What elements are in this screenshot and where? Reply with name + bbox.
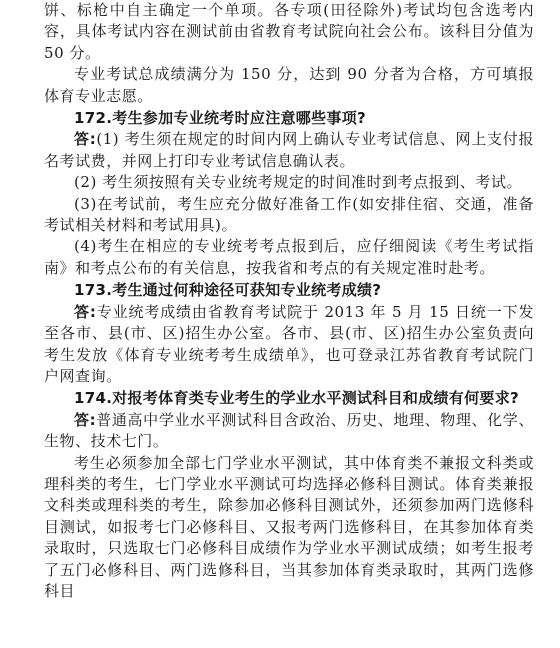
answer-label: 答: — [74, 410, 97, 429]
answer-paragraph — [44, 410, 534, 453]
question-heading: 174.对报考体育类专业考生的学业水平测试科目和成绩有何要求? — [74, 389, 520, 408]
question-heading: 172.考生参加专业统考时应注意哪些事项? — [74, 109, 367, 128]
answer-text: 普通高中学业水平测试科目含政治、历史、地理、物理、化学、生物、技术七门。 — [44, 410, 534, 451]
paragraph: 专业考试总成绩满分为 150 分，达到 90 分者为合格，方可填报体育专业志愿。 — [44, 65, 534, 105]
answer-paragraph — [44, 129, 534, 172]
paragraph: (2) 考生须按照有关专业统考规定的时间准时到考点报到、考试。 — [74, 173, 523, 192]
answer-paragraph — [44, 302, 534, 388]
paragraph: 考生必须参加全部七门学业水平测试，其中体育类不兼报文科类或理科类的考生，七门学业水平测试可均选择必修科目测试。体育类兼报文科类或理科类的考生，除参加必修科目测试外，还须参加两门选修科目测试，如报考七门必修科目、又报考两门选修科目，在其参加体育类录取时，只选取七门必修科目成绩作为学业水平测试成绩；如考生报考了五门必修科目、两门选修科目，当其参加体育类录取时，其两门选修科目 — [44, 453, 534, 600]
question-heading: 173.考生通过何种途径可获知专业统考成绩? — [74, 281, 382, 300]
paragraph: (4)考生在相应的专业统考考点报到后，应仔细阅读《考生考试指南》和考点公布的有关信息，按我省和考点的有关规定准时赴考。 — [44, 237, 534, 277]
answer-label: 答: — [74, 302, 97, 321]
answer-text: 专业统考成绩由省教育考试院于 2013 年 5 月 15 日统一下发至各市、县(市、区)招生办公室。各市、县(市、区)招生办公室负责向考生发放《体育专业统考考生成绩单》，也可登录江苏省教育考试院门户网查询。 — [44, 302, 534, 385]
paragraph-continued: 饼、标枪中自主确定一个单项。各专项(田径除外)考试均包含选考内容，具体考试内容在测试前由省教育考试院向社会公布。该科目分值为 50 分。 — [44, 1, 534, 62]
answer-text: (1) 考生须在规定的时间内网上确认专业考试信息、网上支付报名考试费，并网上打印专业考试信息确认表。 — [44, 130, 534, 170]
answer-label: 答: — [74, 130, 97, 149]
paragraph: (3)在考试前，考生应充分做好准备工作(如安排住宿、交通，准备考试相关材料和考试用具)。 — [44, 194, 534, 235]
